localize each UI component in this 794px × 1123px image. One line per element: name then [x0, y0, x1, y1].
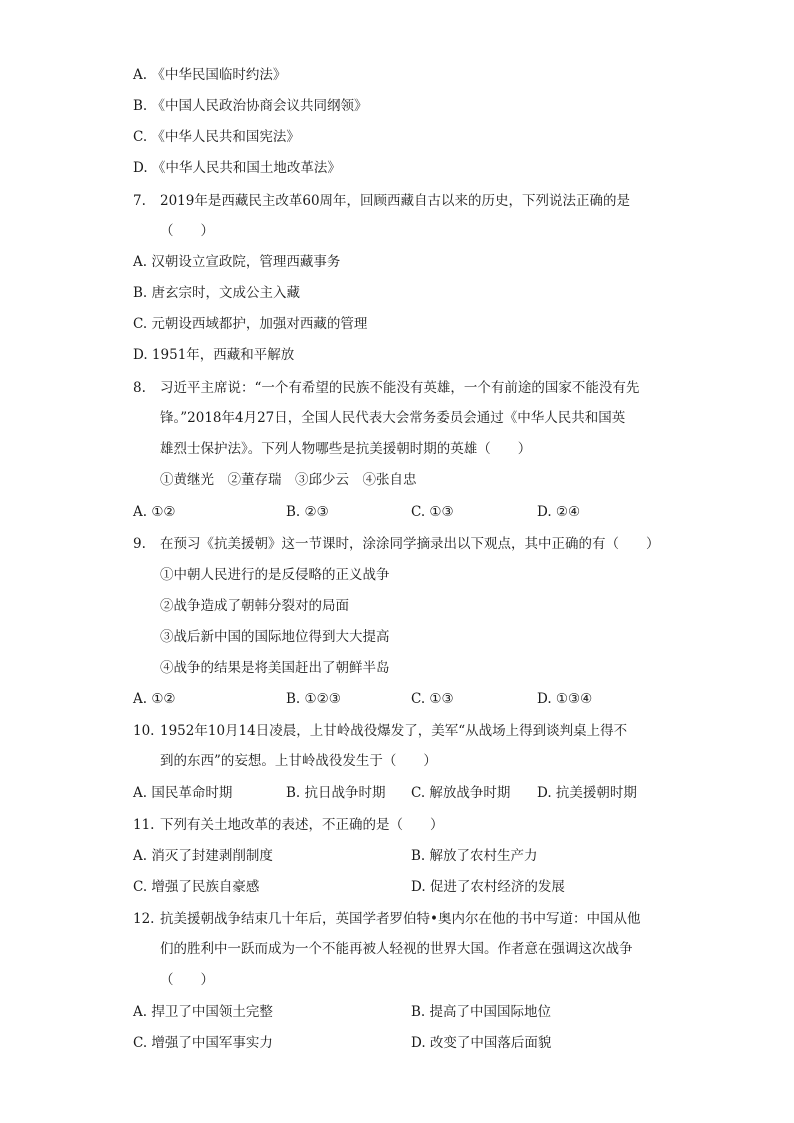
q11-option-c: C. 增强了民族自豪感: [133, 879, 260, 895]
q11-option-d: D. 促进了农村经济的发展: [411, 879, 565, 895]
q12-option-c: C. 增强了中国军事实力: [133, 1035, 273, 1051]
q9-option-c: C. ①③: [411, 691, 454, 707]
q10-stem-line1: 1952年10月14日凌晨，上甘岭战役爆发了，美军“从战场上得到谈判桌上得不: [160, 723, 628, 739]
q6-option-b: B. 《中国人民政治协商会议共同纲领》: [133, 98, 368, 114]
q7-stem-line2: （ ）: [160, 223, 214, 239]
q12-stem-line3: （ ）: [160, 972, 214, 988]
q6-option-a: A. 《中华民国临时约法》: [133, 67, 287, 83]
q12-stem-line2: 们的胜利中一跃而成为一个不能再被人轻视的世界大国。作者意在强调这次战争: [160, 941, 633, 957]
q9-item-4: ④战争的结果是将美国赶出了朝鲜半岛: [160, 660, 390, 676]
q8-option-a: A. ①②: [133, 504, 176, 520]
q9-item-2: ②战争造成了朝韩分裂对的局面: [160, 598, 349, 614]
q9-option-a: A. ①②: [133, 691, 176, 707]
q8-option-c: C. ①③: [411, 504, 454, 520]
q10-option-a: A. 国民革命时期: [133, 785, 233, 801]
q8-option-b: B. ②③: [286, 504, 329, 520]
q8-stem-line3: 雄烈士保护法》。下列人物哪些是抗美援朝时期的英雄（ ）: [160, 441, 532, 457]
q9-option-b: B. ①②③: [286, 691, 341, 707]
q9-stem: 在预习《抗美援朝》这一节课时，涂涂同学摘录出以下观点，其中正确的有（ ）: [160, 536, 660, 552]
q11-option-b: B. 解放了农村生产力: [411, 848, 538, 864]
q8-items: ①黄继光 ②董存瑞 ③邱少云 ④张自忠: [160, 472, 417, 488]
q10-number: 10.: [133, 723, 155, 739]
q11-stem: 下列有关土地改革的表述，不正确的是（ ）: [160, 817, 444, 833]
q10-stem-line2: 到的东西”的妄想。上甘岭战役发生于（ ）: [160, 753, 437, 769]
q11-option-a: A. 消灭了封建剥削制度: [133, 848, 273, 864]
q7-stem-line1: 2019年是西藏民主改革60周年，回顾西藏自古以来的历史，下列说法正确的是: [160, 193, 631, 209]
q9-item-3: ③战后新中国的国际地位得到大大提高: [160, 629, 390, 645]
q6-option-d: D. 《中华人民共和国土地改革法》: [133, 160, 341, 176]
q8-stem-line1: 习近平主席说：“一个有希望的民族不能没有英雄，一个有前途的国家不能没有先: [160, 380, 640, 396]
q9-option-d: D. ①③④: [537, 691, 593, 707]
q7-option-d: D. 1951年，西藏和平解放: [133, 347, 295, 363]
q12-option-a: A. 捍卫了中国领土完整: [133, 1004, 273, 1020]
q10-option-d: D. 抗美援朝时期: [537, 785, 637, 801]
q10-option-c: C. 解放战争时期: [411, 785, 511, 801]
q7-option-b: B. 唐玄宗时，文成公主入藏: [133, 285, 301, 301]
q7-option-a: A. 汉朝设立宣政院，管理西藏事务: [133, 254, 341, 270]
q7-option-c: C. 元朝设西域都护，加强对西藏的管理: [133, 316, 368, 332]
q12-option-d: D. 改变了中国落后面貌: [411, 1035, 552, 1051]
q12-number: 12.: [133, 911, 155, 927]
q10-option-b: B. 抗日战争时期: [286, 785, 386, 801]
q9-number: 9.: [133, 536, 146, 552]
q8-stem-line2: 锋。”2018年4月27日，全国人民代表大会常务委员会通过《中华人民共和国英: [160, 410, 626, 426]
q9-item-1: ①中朝人民进行的是反侵略的正义战争: [160, 567, 390, 583]
q8-option-d: D. ②④: [537, 504, 581, 520]
q12-option-b: B. 提高了中国国际地位: [411, 1004, 552, 1020]
q6-option-c: C. 《中华人民共和国宪法》: [133, 129, 300, 145]
q7-number: 7.: [133, 193, 146, 209]
q12-stem-line1: 抗美援朝战争结束几十年后，英国学者罗伯特•奥内尔在他的书中写道：中国从他: [160, 911, 641, 927]
q8-number: 8.: [133, 380, 146, 396]
q11-number: 11.: [133, 817, 155, 833]
